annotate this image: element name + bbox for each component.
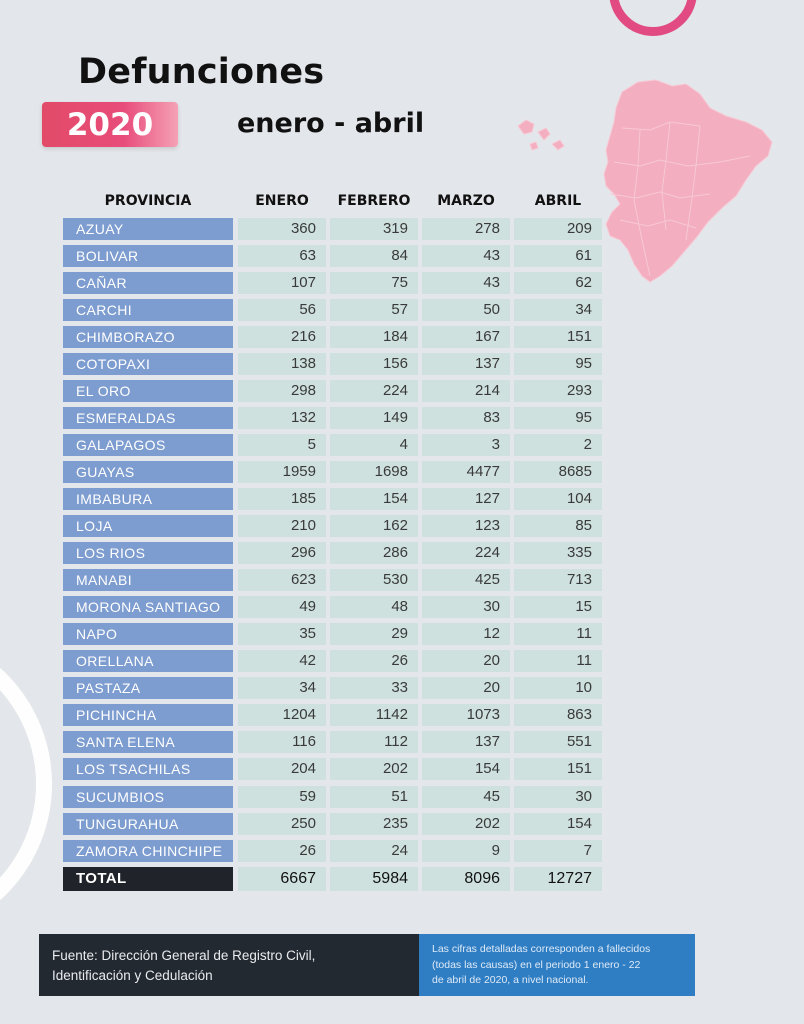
year-badge: 2020 [42,102,178,147]
province-cell: CARCHI [63,299,233,321]
note-line: Las cifras detalladas corresponden a fallecidos [432,943,651,955]
abril-cell: 61 [514,245,602,267]
enero-cell: 35 [238,623,326,645]
marzo-cell: 425 [422,569,510,591]
province-cell: GUAYAS [63,461,233,483]
table-row [63,434,603,456]
enero-cell: 49 [238,596,326,618]
febrero-cell: 319 [330,218,418,240]
marzo-cell: 123 [422,515,510,537]
province-cell: MANABI [63,569,233,591]
febrero-cell: 1142 [330,704,418,726]
province-cell: SANTA ELENA [63,731,233,753]
febrero-cell: 184 [330,326,418,348]
abril-cell: 209 [514,218,602,240]
period-label: enero - abril [237,108,425,139]
enero-cell: 298 [238,380,326,402]
abril-cell: 85 [514,515,602,537]
table-row [63,840,603,862]
marzo-cell: 50 [422,299,510,321]
note-line: de abril de 2020, a nivel nacional. [432,974,589,986]
febrero-cell: 4 [330,434,418,456]
abril-cell: 11 [514,623,602,645]
febrero-cell: 48 [330,596,418,618]
province-cell: ZAMORA CHINCHIPE [63,840,233,862]
province-cell: ORELLANA [63,650,233,672]
marzo-cell: 20 [422,677,510,699]
total-marzo: 8096 [422,867,510,891]
febrero-cell: 224 [330,380,418,402]
province-cell: IMBABURA [63,488,233,510]
table-row [63,299,603,321]
marzo-cell: 43 [422,272,510,294]
province-cell: AZUAY [63,218,233,240]
abril-cell: 335 [514,542,602,564]
note-line: (todas las causas) en el periodo 1 enero - 22 [432,958,641,971]
abril-cell: 2 [514,434,602,456]
febrero-cell: 57 [330,299,418,321]
enero-cell: 138 [238,353,326,375]
abril-cell: 15 [514,596,602,618]
note-box [419,934,695,996]
enero-cell: 210 [238,515,326,537]
marzo-cell: 20 [422,650,510,672]
abril-cell: 151 [514,758,602,780]
province-cell: LOS RIOS [63,542,233,564]
marzo-cell: 127 [422,488,510,510]
marzo-cell: 83 [422,407,510,429]
province-cell: NAPO [63,623,233,645]
marzo-cell: 45 [422,786,510,808]
febrero-cell: 286 [330,542,418,564]
marzo-cell: 137 [422,353,510,375]
abril-cell: 8685 [514,461,602,483]
abril-cell: 30 [514,786,602,808]
source-box [39,934,419,996]
province-cell: LOS TSACHILAS [63,758,233,780]
marzo-cell: 278 [422,218,510,240]
enero-cell: 204 [238,758,326,780]
enero-cell: 26 [238,840,326,862]
enero-cell: 360 [238,218,326,240]
enero-cell: 1959 [238,461,326,483]
table-row [63,731,603,753]
table-row [63,569,603,591]
enero-cell: 216 [238,326,326,348]
febrero-cell: 24 [330,840,418,862]
province-cell: BOLIVAR [63,245,233,267]
febrero-cell: 530 [330,569,418,591]
abril-cell: 95 [514,353,602,375]
enero-cell: 107 [238,272,326,294]
province-cell: MORONA SANTIAGO [63,596,233,618]
table-row [63,380,603,402]
febrero-cell: 202 [330,758,418,780]
ring-decoration-icon [609,0,697,36]
table-row [63,515,603,537]
table-row [63,488,603,510]
province-cell: LOJA [63,515,233,537]
table-row [63,407,603,429]
abril-cell: 293 [514,380,602,402]
febrero-cell: 235 [330,813,418,835]
abril-cell: 10 [514,677,602,699]
enero-cell: 185 [238,488,326,510]
province-cell: SUCUMBIOS [63,786,233,808]
table-row [63,704,603,726]
marzo-cell: 154 [422,758,510,780]
source-line: Fuente: Dirección General de Registro Civil, [52,948,316,963]
marzo-cell: 1073 [422,704,510,726]
province-cell: COTOPAXI [63,353,233,375]
ring-decoration-icon [0,628,52,940]
febrero-cell: 51 [330,786,418,808]
source-line: Identificación y Cedulación [52,968,213,983]
abril-cell: 863 [514,704,602,726]
table-row [63,461,603,483]
febrero-cell: 33 [330,677,418,699]
febrero-cell: 1698 [330,461,418,483]
header-febrero: FEBRERO [337,193,411,209]
febrero-cell: 75 [330,272,418,294]
header-marzo: MARZO [437,193,495,209]
total-row [63,867,603,889]
febrero-cell: 162 [330,515,418,537]
page-title: Defunciones [78,52,325,92]
table-row [63,542,603,564]
table-row [63,677,603,699]
marzo-cell: 43 [422,245,510,267]
table-row [63,758,603,780]
table-row [63,326,603,348]
marzo-cell: 167 [422,326,510,348]
febrero-cell: 26 [330,650,418,672]
enero-cell: 63 [238,245,326,267]
abril-cell: 154 [514,813,602,835]
total-label: TOTAL [63,867,233,891]
marzo-cell: 30 [422,596,510,618]
enero-cell: 116 [238,731,326,753]
marzo-cell: 224 [422,542,510,564]
table-row [63,786,603,808]
table-row [63,650,603,672]
enero-cell: 1204 [238,704,326,726]
table-row [63,353,603,375]
province-cell: PASTAZA [63,677,233,699]
febrero-cell: 112 [330,731,418,753]
febrero-cell: 29 [330,623,418,645]
enero-cell: 42 [238,650,326,672]
abril-cell: 95 [514,407,602,429]
enero-cell: 296 [238,542,326,564]
enero-cell: 132 [238,407,326,429]
marzo-cell: 3 [422,434,510,456]
abril-cell: 151 [514,326,602,348]
abril-cell: 34 [514,299,602,321]
enero-cell: 623 [238,569,326,591]
total-febrero: 5984 [330,867,418,891]
febrero-cell: 154 [330,488,418,510]
header-enero: ENERO [255,193,309,209]
table-row [63,272,603,294]
abril-cell: 11 [514,650,602,672]
abril-cell: 7 [514,840,602,862]
header-abril: ABRIL [534,193,582,209]
enero-cell: 59 [238,786,326,808]
enero-cell: 56 [238,299,326,321]
febrero-cell: 149 [330,407,418,429]
enero-cell: 250 [238,813,326,835]
abril-cell: 62 [514,272,602,294]
abril-cell: 104 [514,488,602,510]
total-enero: 6667 [238,867,326,891]
header-provincia: PROVINCIA [104,193,192,209]
abril-cell: 713 [514,569,602,591]
table-row [63,596,603,618]
province-cell: ESMERALDAS [63,407,233,429]
total-abril: 12727 [514,867,602,891]
table-row [63,813,603,835]
province-cell: CAÑAR [63,272,233,294]
province-cell: GALAPAGOS [63,434,233,456]
febrero-cell: 84 [330,245,418,267]
table-row [63,245,603,267]
enero-cell: 34 [238,677,326,699]
marzo-cell: 9 [422,840,510,862]
table-row [63,218,603,240]
province-cell: TUNGURAHUA [63,813,233,835]
table-row [63,623,603,645]
abril-cell: 551 [514,731,602,753]
marzo-cell: 202 [422,813,510,835]
province-cell: PICHINCHA [63,704,233,726]
marzo-cell: 214 [422,380,510,402]
febrero-cell: 156 [330,353,418,375]
marzo-cell: 4477 [422,461,510,483]
province-cell: EL ORO [63,380,233,402]
enero-cell: 5 [238,434,326,456]
marzo-cell: 137 [422,731,510,753]
marzo-cell: 12 [422,623,510,645]
province-cell: CHIMBORAZO [63,326,233,348]
